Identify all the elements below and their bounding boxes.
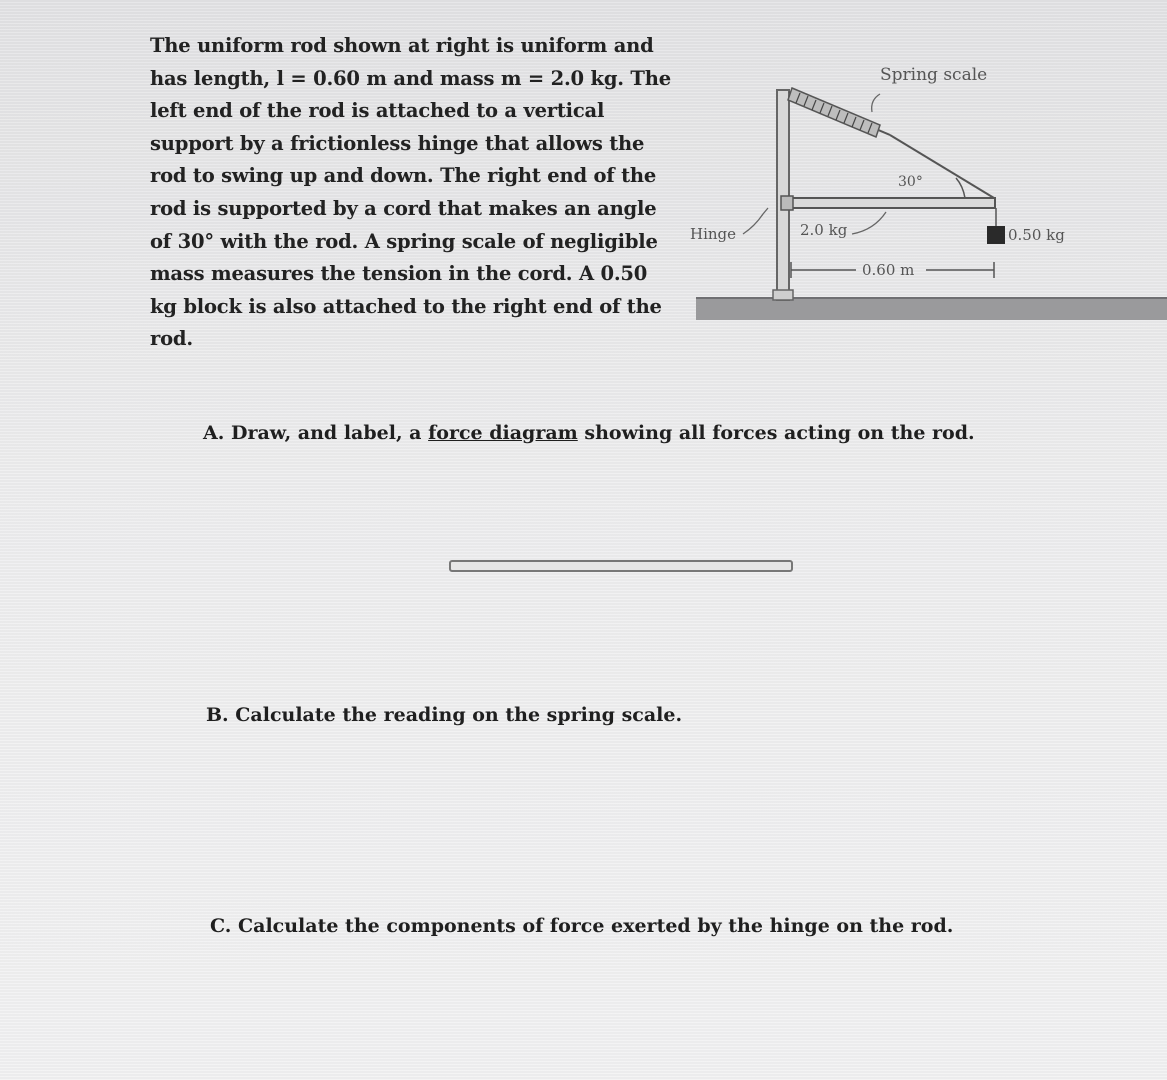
problem-line: rod is supported by a cord that makes an angle xyxy=(150,196,657,220)
rod-figure xyxy=(680,40,1167,330)
vertical-support xyxy=(773,90,793,300)
question-a xyxy=(203,422,975,444)
hinge-label: Hinge xyxy=(690,225,737,243)
problem-line: mass measures the tension in the cord. A 0.50 xyxy=(150,262,648,286)
spring-scale-label: Spring scale xyxy=(880,65,988,85)
problem-line: left end of the rod is attached to a vertical xyxy=(150,99,605,123)
problem-line: kg block is also attached to the right end of the xyxy=(150,294,662,318)
question-a-underlined: force diagram xyxy=(428,422,578,444)
problem-line: support by a frictionless hinge that allows the xyxy=(150,131,645,155)
problem-line: rod to swing up and down. The right end of the xyxy=(150,164,657,188)
rod-drawing-area xyxy=(449,560,793,572)
rod xyxy=(781,196,995,210)
problem-line: The uniform rod shown at right is uniform and xyxy=(150,34,654,57)
question-a-suffix: showing all forces acting on the rod. xyxy=(577,422,975,444)
floor xyxy=(696,298,1167,320)
length-label: 0.60 m xyxy=(862,261,915,279)
spring-scale xyxy=(788,88,890,137)
angle-label: 30° xyxy=(898,174,923,190)
problem-text xyxy=(150,30,671,356)
question-a-prefix: A. Draw, and label, a xyxy=(203,422,429,444)
hanging-block xyxy=(987,226,1005,244)
problem-line: of 30° with the rod. A spring scale of negligible xyxy=(150,229,658,253)
block-mass-label: 0.50 kg xyxy=(1008,226,1065,244)
rod-mass-label: 2.0 kg xyxy=(800,221,848,239)
question-b: B. Calculate the reading on the spring scale. xyxy=(206,704,683,726)
problem-line: has length, l = 0.60 m and mass m = 2.0 kg. The xyxy=(150,66,671,90)
problem-line: rod. xyxy=(150,327,193,351)
question-c: C. Calculate the components of force exerted by the hinge on the rod. xyxy=(210,915,954,937)
